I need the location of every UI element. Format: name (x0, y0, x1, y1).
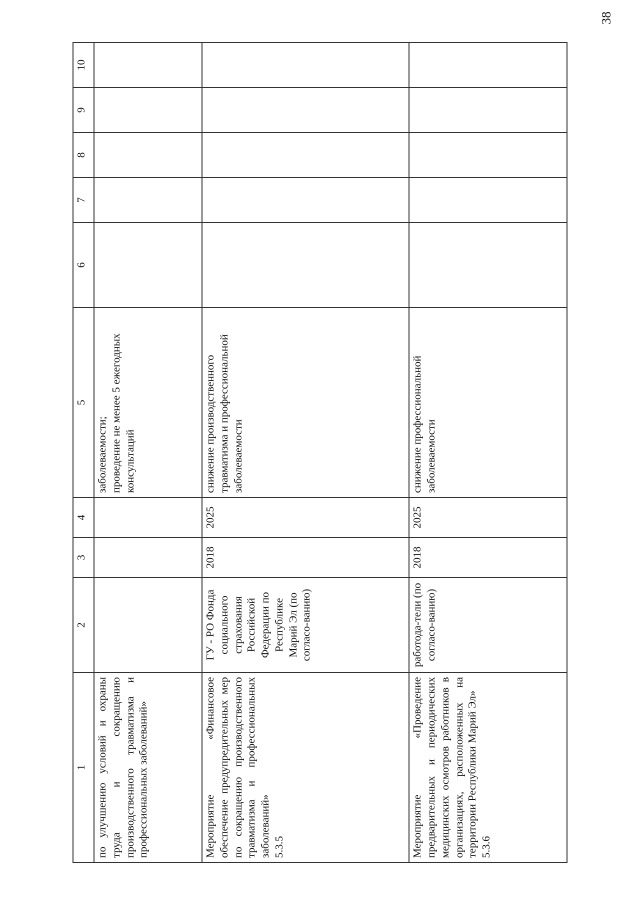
header-cell: 10 (73, 42, 94, 87)
header-cell: 7 (73, 177, 94, 222)
measure-text: Мероприятие «Финансовое обеспечение предупредительных мер по сокращению производственного травматизма и профессиональных заболеваний» (204, 676, 272, 858)
empty-cell (202, 177, 409, 222)
result-cell (409, 307, 567, 497)
result-text: заболеваемости; (96, 415, 108, 493)
measure-code: 5.3.6 (480, 835, 493, 858)
header-cell: 1 (73, 672, 94, 862)
start-year-cell (94, 537, 202, 577)
header-cell: 6 (73, 222, 94, 307)
result-text-extra: проведение не менее 5 ежегодных консультаций (109, 332, 136, 493)
executor-cell: ГУ - РО Фонда социального страхования Российской Федерации по Республике Марий Эл (по согласо-ванию) (202, 577, 409, 672)
result-cell (202, 307, 409, 497)
header-cell: 4 (73, 497, 94, 537)
empty-cell (202, 132, 409, 177)
header-cell: 8 (73, 132, 94, 177)
empty-cell (94, 132, 202, 177)
empty-cell (94, 87, 202, 132)
header-row (73, 42, 94, 862)
empty-cell (409, 87, 567, 132)
table-row (409, 42, 567, 862)
measure-code: 5.3.5 (272, 835, 285, 858)
table-row (94, 42, 202, 862)
start-year-cell: 2018 (202, 537, 409, 577)
header-cell: 3 (73, 537, 94, 577)
result-cell (94, 307, 202, 497)
header-cell: 2 (73, 577, 94, 672)
empty-cell (94, 222, 202, 307)
empty-cell (202, 222, 409, 307)
measure-cell (409, 672, 567, 862)
table-row (202, 42, 409, 862)
header-cell: 9 (73, 87, 94, 132)
empty-cell (94, 177, 202, 222)
end-year-cell: 2025 (202, 497, 409, 537)
rotated-table-container (72, 43, 567, 863)
empty-cell (409, 42, 567, 87)
result-text: снижение производственного травматизма и профессиональной заболеваемости (204, 333, 244, 493)
empty-cell (409, 222, 567, 307)
measure-cell (202, 672, 409, 862)
measure-cell (94, 672, 202, 862)
result-text: снижение профессиональной заболеваемости (411, 355, 438, 493)
end-year-cell (94, 497, 202, 537)
page-number: 38 (598, 11, 614, 25)
executor-cell (94, 577, 202, 672)
empty-cell (202, 87, 409, 132)
measure-text: по улучшению условий и охраны труда и сокращению производственного травматизма и профессиональных заболеваний» (96, 676, 150, 858)
measure-text: Мероприятие «Проведение предварительных и периодических медицинских осмотров работников в организациях, расположенных на территории Республики Марий Эл» (411, 676, 479, 858)
empty-cell (409, 177, 567, 222)
executor-cell: работода-тели (по согласо-ванию) (409, 577, 567, 672)
program-table (72, 42, 567, 863)
empty-cell (202, 42, 409, 87)
start-year-cell: 2018 (409, 537, 567, 577)
header-cell: 5 (73, 307, 94, 497)
empty-cell (409, 132, 567, 177)
empty-cell (94, 42, 202, 87)
end-year-cell: 2025 (409, 497, 567, 537)
